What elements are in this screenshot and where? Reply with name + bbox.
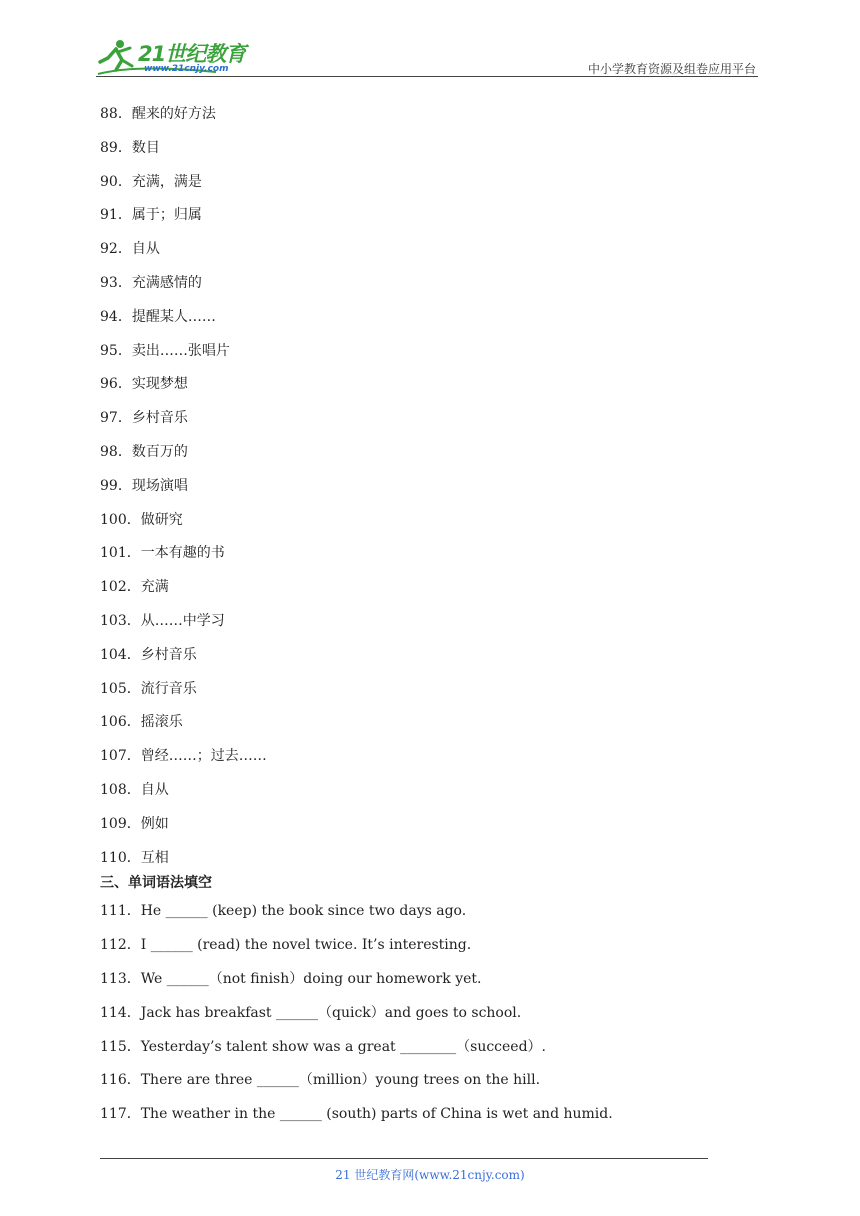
list-item: 89．数目 bbox=[100, 139, 160, 156]
list-item: 88．醒来的好方法 bbox=[100, 106, 216, 122]
question-item: 116．There are three ______（million）young trees on the hill. bbox=[100, 1072, 541, 1089]
list-item: 102．充满 bbox=[100, 579, 169, 596]
list-item: 97．乡村音乐 bbox=[100, 410, 188, 427]
list-item: 90．充满，满是 bbox=[100, 173, 202, 190]
footer-divider bbox=[100, 1158, 708, 1159]
list-item: 95．卖出……张唱片 bbox=[100, 342, 230, 359]
list-item: 103．从……中学习 bbox=[100, 612, 225, 629]
list-item: 101．一本有趣的书 bbox=[100, 545, 225, 562]
question-item: 117．The weather in the ______ (south) parts of China is wet and humid. bbox=[100, 1106, 613, 1123]
list-item: 108．自从 bbox=[100, 781, 169, 798]
list-item: 110．互相 bbox=[100, 849, 169, 866]
section-title: 三、单词语法填空 bbox=[100, 875, 212, 892]
question-item: 112．I ______ (read) the novel twice. It’s interesting. bbox=[100, 937, 472, 954]
list-item: 104．乡村音乐 bbox=[100, 646, 197, 663]
logo-text: 21世纪教育 bbox=[138, 42, 246, 66]
list-item: 105．流行音乐 bbox=[100, 680, 197, 697]
document-body bbox=[100, 103, 740, 1137]
list-item: 100．做研究 bbox=[100, 511, 183, 528]
list-item: 94．提醒某人…… bbox=[100, 308, 216, 325]
list-item: 107．曾经……；过去…… bbox=[100, 748, 267, 765]
list-item: 106．摇滚乐 bbox=[100, 714, 183, 731]
list-item: 93．充满感情的 bbox=[100, 274, 202, 291]
page-header bbox=[96, 30, 758, 80]
logo-url: www.21cnjy.com bbox=[144, 64, 229, 74]
question-list bbox=[100, 900, 740, 1137]
header-divider bbox=[96, 76, 758, 77]
logo bbox=[96, 36, 266, 78]
list-item: 92．自从 bbox=[100, 241, 160, 258]
list-item: 99．现场演唱 bbox=[100, 477, 188, 494]
list-item: 91．属于；归属 bbox=[100, 207, 202, 224]
question-item: 114．Jack has breakfast ______（quick）and goes to school. bbox=[100, 1004, 522, 1021]
header-platform-text: 中小学教育资源及组卷应用平台 bbox=[587, 62, 756, 76]
answer-list bbox=[100, 103, 740, 880]
list-item: 109．例如 bbox=[100, 815, 169, 832]
list-item: 96．实现梦想 bbox=[100, 376, 188, 393]
question-item: 111．He ______ (keep) the book since two days ago. bbox=[100, 903, 467, 920]
footer-text: 21 世纪教育网(www.21cnjy.com) bbox=[335, 1168, 525, 1182]
question-item: 115．Yesterday’s talent show was a great ________（succeed）. bbox=[100, 1038, 547, 1055]
question-item: 113．We ______（not finish）doing our homework yet. bbox=[100, 970, 482, 987]
list-item: 98．数百万的 bbox=[100, 443, 188, 460]
